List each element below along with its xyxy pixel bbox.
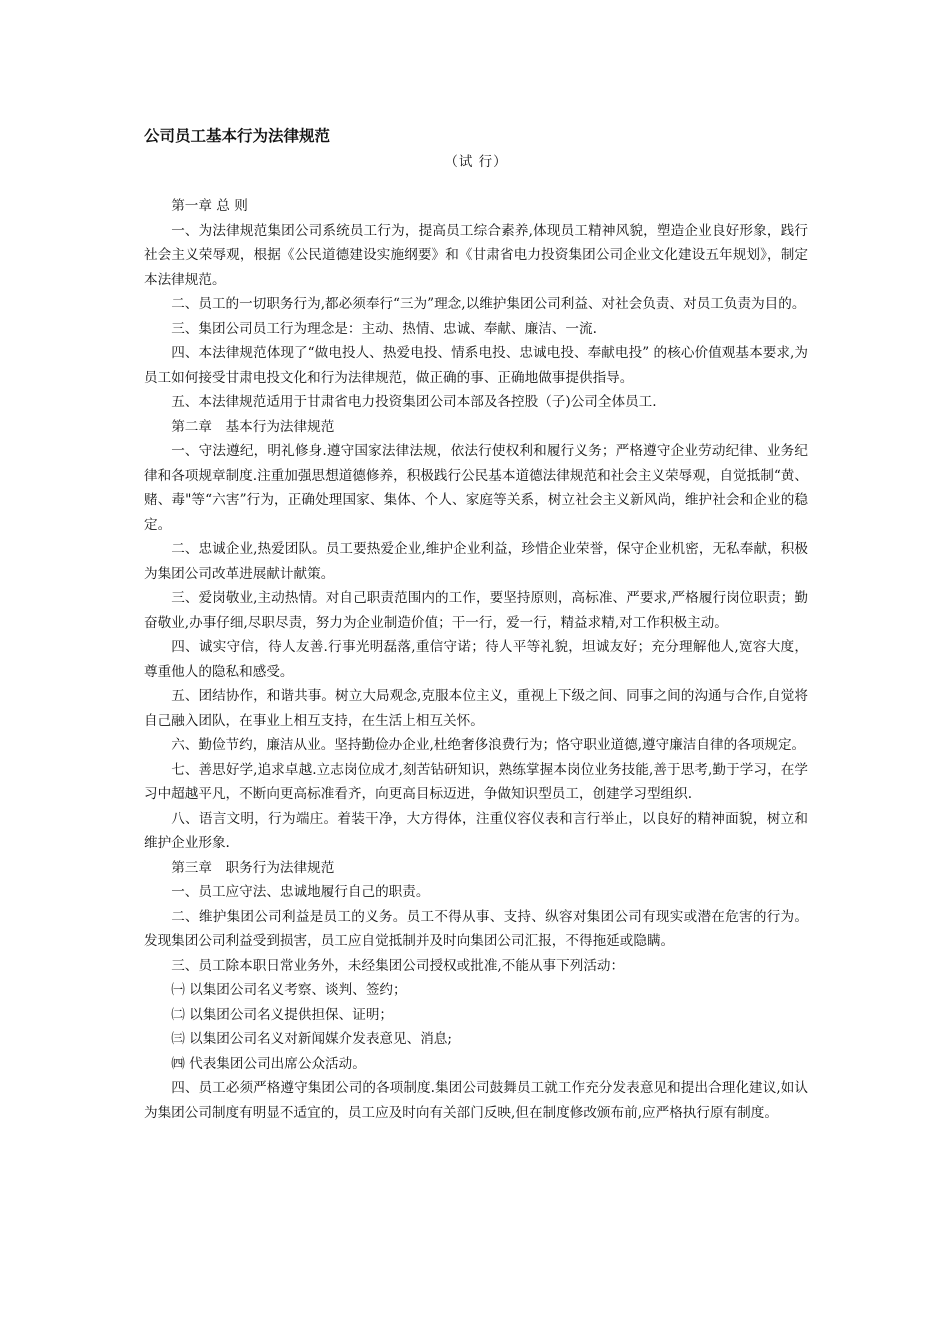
document-body [144, 194, 808, 1125]
chapter-heading: 第三章 职务行为法律规范 [171, 859, 335, 876]
paragraph: 四、诚实守信，待人友善.行事光明磊落,重信守诺；待人平等礼貌，坦诚友好；充分理解他人,宽容大度，尊重他人的隐私和感受。 [144, 639, 808, 680]
list-item: ㈣ 代表集团公司出席公众活动。 [171, 1055, 366, 1072]
paragraph: 七、善思好学,追求卓越.立志岗位成才,刻苦钻研知识，熟练掌握本岗位业务技能,善于思考,勤于学习，在学习中超越平凡，不断向更高标准看齐，向更高目标迈进，争做知识型员工，创建学习型组织. [144, 761, 808, 802]
paragraph: 一、守法遵纪，明礼修身.遵守国家法律法规，依法行使权利和履行义务；严格遵守企业劳动纪律、业务纪律和各项规章制度.注重加强思想道德修养，积极践行公民基本道德法律规范和社会主义荣辱观，自觉抵制“黄、赌、毒"等“六害”行为，正确处理国家、集体、个人、家庭等关系，树立社会主义新风尚，维护社会和企业的稳定。 [144, 443, 808, 533]
document-subtitle: （试 行） [444, 154, 508, 170]
paragraph: 二、员工的一切职务行为,都必须奉行“三为”理念,以维护集团公司利益、对社会负责、对员工负责为目的。 [171, 296, 806, 312]
document-page [144, 124, 808, 1125]
paragraph: 三、集团公司员工行为理念是：主动、热情、忠诚、奉献、廉洁、一流. [171, 320, 597, 337]
paragraph: 八、语言文明，行为端庄。着装干净，大方得体，注重仪容仪表和言行举止，以良好的精神面貌，树立和维护企业形象. [144, 810, 808, 851]
list-item: ㈡ 以集团公司名义提供担保、证明； [171, 1006, 394, 1023]
paragraph: 二、忠诚企业,热爱团队。员工要热爱企业,维护企业利益，珍惜企业荣誉，保守企业机密，无私奉献，积极为集团公司改革进展献计献策。 [144, 541, 808, 582]
paragraph: 三、员工除本职日常业务外，未经集团公司授权或批准,不能从事下列活动： [171, 957, 625, 974]
paragraph: 三、爱岗敬业,主动热情。对自己职责范围内的工作，要坚持原则，高标准、严要求,严格履行岗位职责；勤奋敬业,办事仔细,尽职尽责，努力为企业制造价值；干一行，爱一行，精益求精,对工作积极主动。 [144, 590, 808, 631]
list-item: ㈠ 以集团公司名义考察、谈判、签约； [171, 982, 407, 998]
paragraph: 四、本法律规范体现了“做电投人、热爱电投、情系电投、忠诚电投、奉献电投” 的核心价值观基本要求,为员工如何接受甘肃电投文化和行为法律规范，做正确的事、正确地做事提供指导。 [144, 345, 808, 386]
paragraph: 二、维护集团公司利益是员工的义务。员工不得从事、支持、纵容对集团公司有现实或潜在危害的行为。发现集团公司利益受到损害，员工应自觉抵制并及时向集团公司汇报，不得拖延或隐瞒。 [144, 908, 808, 949]
chapter-heading: 第一章 总 则 [171, 198, 248, 214]
paragraph: 六、勤俭节约，廉洁从业。坚持勤俭办企业,杜绝奢侈浪费行为；恪守职业道德,遵守廉洁自律的各项规定。 [171, 737, 806, 753]
paragraph: 五、本法律规范适用于甘肃省电力投资集团公司本部及各控股（子)公司全体员工. [171, 394, 657, 410]
chapter-heading: 第二章 基本行为法律规范 [171, 418, 335, 435]
paragraph: 五、团结协作，和谐共事。树立大局观念,克服本位主义，重视上下级之间、同事之间的沟通与合作,自觉将自己融入团队，在事业上相互支持，在生活上相互关怀。 [144, 688, 808, 729]
document-title: 公司员工基本行为法律规范 [144, 127, 331, 145]
paragraph: 一、员工应守法、忠诚地履行自己的职责。 [171, 884, 430, 900]
list-item: ㈢ 以集团公司名义对新闻媒介发表意见、消息; [171, 1031, 452, 1047]
paragraph: 四、员工必须严格遵守集团公司的各项制度.集团公司鼓舞员工就工作充分发表意见和提出合理化建议,如认为集团公司制度有明显不适宜的，员工应及时向有关部门反映,但在制度修改颁布前,应严格执行原有制度。 [144, 1080, 808, 1121]
paragraph: 一、为法律规范集团公司系统员工行为，提高员工综合素养,体现员工精神风貌，塑造企业良好形象，践行社会主义荣辱观，根据《公民道德建设实施纲要》和《甘肃省电力投资集团公司企业文化建设五年规划》，制定本法律规范。 [144, 222, 808, 288]
